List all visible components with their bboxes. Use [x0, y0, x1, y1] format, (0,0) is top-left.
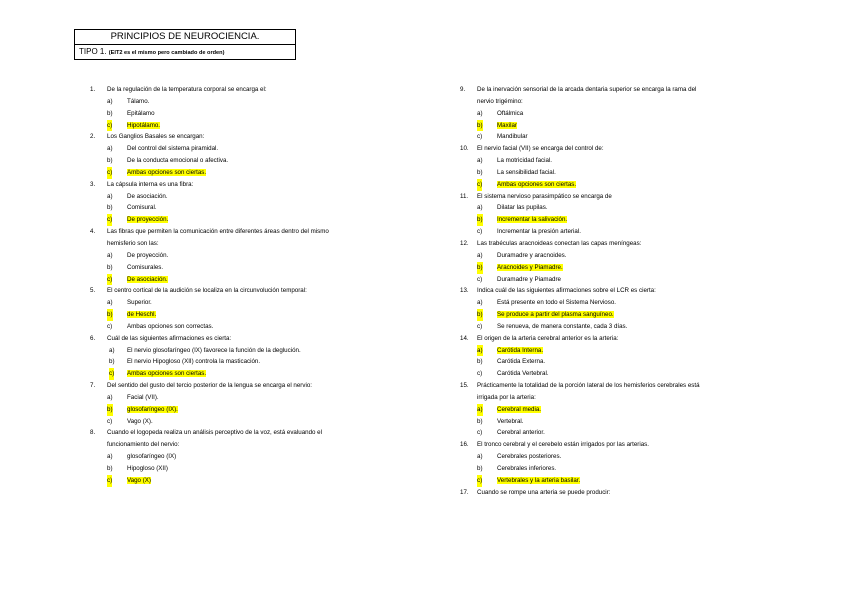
- option-text: Carótida Vertebral.: [497, 370, 549, 378]
- option-letter: a): [107, 192, 113, 200]
- option-text: Incrementar la presión arterial.: [497, 228, 581, 236]
- option-letter: a): [107, 453, 113, 461]
- option-letter: c): [107, 120, 112, 132]
- option-text: Vertebrales y la arteria basilar.: [497, 476, 581, 484]
- option-text: Duramadre y Piamadre: [497, 275, 561, 283]
- option-text: Cerebrales inferiores.: [497, 465, 557, 472]
- question-12: [460, 238, 790, 250]
- option-text: Aracnoides y Piamadre.: [497, 263, 563, 271]
- option-text: de Heschl.: [127, 311, 157, 319]
- question-number: 1.: [90, 86, 96, 93]
- tipo-note: (EIT2 es el mismo pero cambiado de orden): [108, 50, 225, 56]
- option-text: Dilatar las pupilas.: [497, 204, 548, 212]
- question-number: 17.: [460, 488, 469, 496]
- option-text: De proyección.: [127, 251, 169, 259]
- option-text: Duramadre y aracnoides.: [497, 251, 567, 259]
- option-text: El nervio glosofaríngeo (IX) favorece la función de la deglución.: [127, 346, 301, 354]
- answer-option: [460, 321, 790, 333]
- option-text: Se renueva, de manera constante, cada 3 días.: [497, 322, 628, 330]
- question-text: La cápsula interna es una fibra:: [107, 180, 194, 188]
- option-letter: b): [477, 417, 483, 425]
- subtitle: [75, 45, 295, 59]
- option-letter: a): [477, 157, 483, 165]
- question-10: [460, 143, 790, 155]
- option-letter: b): [477, 214, 483, 226]
- option-letter: b): [107, 204, 113, 212]
- answer-option-highlighted: [460, 214, 790, 226]
- question-text: Las trabéculas aracnoideas conectan las capas meníngeas:: [477, 239, 642, 247]
- answer-option: [460, 131, 790, 143]
- option-text: De asociación.: [127, 192, 168, 200]
- option-letter: c): [477, 475, 482, 487]
- option-letter: a): [477, 453, 483, 461]
- answer-option: [90, 451, 435, 463]
- answer-option-highlighted: [90, 368, 435, 380]
- header-box: [74, 29, 296, 60]
- question-number: 4.: [90, 228, 96, 236]
- answer-option-highlighted: [460, 262, 790, 274]
- answer-option: [460, 202, 790, 214]
- option-letter: c): [107, 274, 112, 286]
- question-number: 9.: [460, 86, 466, 93]
- option-letter: a): [477, 345, 483, 357]
- option-letter: a): [107, 299, 113, 307]
- answer-option-highlighted: [90, 475, 435, 487]
- option-letter: b): [477, 465, 483, 472]
- question-number: 11.: [460, 192, 469, 200]
- option-letter: c): [477, 179, 482, 191]
- answer-option: [460, 274, 790, 286]
- option-text: Tálamo.: [127, 97, 150, 105]
- question-2: [90, 131, 435, 143]
- option-text: Ambas opciones son correctas.: [127, 322, 214, 330]
- question-number: 16.: [460, 441, 469, 449]
- answer-option: [90, 262, 435, 274]
- question-9: [460, 84, 790, 108]
- question-text: De la regulación de la temperatura corporal se encarga el:: [107, 86, 267, 93]
- option-letter: c): [107, 167, 112, 179]
- option-text: La motricidad facial.: [497, 157, 553, 165]
- option-letter: b): [107, 263, 113, 271]
- question-3: [90, 179, 435, 191]
- answer-option: [90, 202, 435, 214]
- right-column: [460, 84, 790, 499]
- option-letter: a): [109, 346, 115, 354]
- question-text: Prácticamente la totalidad de la porción lateral de los hemisferios cerebrales está irrigada por la arteria:: [477, 382, 700, 401]
- option-letter: c): [107, 214, 112, 226]
- question-text: El tronco cerebral y el cerebelo están irrigados por las arterias.: [477, 441, 649, 449]
- question-number: 6.: [90, 334, 96, 342]
- option-text: Hipogloso (XII): [127, 465, 168, 472]
- option-letter: a): [477, 109, 483, 117]
- question-13: [460, 285, 790, 297]
- question-4: [90, 226, 435, 250]
- answer-option: [90, 356, 435, 368]
- question-text: El centro cortical de la audición se localiza en la circunvolución temporal:: [107, 287, 307, 295]
- option-text: Ambas opciones son ciertas.: [127, 370, 207, 378]
- question-text: Cuando se rompe una arteria se puede producir:: [477, 488, 611, 496]
- answer-option: [90, 155, 435, 167]
- option-letter: a): [107, 393, 113, 401]
- question-number: 2.: [90, 133, 96, 141]
- question-text: De la inervación sensorial de la arcada dentaria superior se encarga la rama del nervio trigémino:: [477, 86, 697, 105]
- option-letter: b): [107, 465, 113, 472]
- answer-option: [90, 321, 435, 333]
- option-text: Mandibular: [497, 133, 528, 141]
- answer-option-highlighted: [90, 120, 435, 132]
- answer-option: [460, 250, 790, 262]
- question-number: 7.: [90, 382, 96, 390]
- answer-option-highlighted: [460, 404, 790, 416]
- answer-option: [460, 155, 790, 167]
- answer-option: [460, 167, 790, 179]
- option-letter: c): [477, 133, 483, 141]
- option-text: Se produce a partir del plasma sanguíneo.: [497, 311, 614, 319]
- question-8: [90, 427, 435, 451]
- answer-option: [90, 297, 435, 309]
- option-letter: c): [477, 322, 483, 330]
- option-text: Carótida Externa.: [497, 358, 546, 366]
- answer-option: [90, 143, 435, 155]
- option-text: Oftálmica: [497, 109, 524, 117]
- question-15: [460, 380, 790, 404]
- question-text: Cuál de las siguientes afirmaciones es cierta:: [107, 334, 232, 342]
- option-text: De asociación.: [127, 275, 168, 283]
- answer-option-highlighted: [460, 120, 790, 132]
- option-letter: c): [107, 417, 113, 425]
- option-text: Ambas opciones son ciertas.: [497, 180, 577, 188]
- question-text: Indica cuál de las siguientes afirmaciones sobre el LCR es cierta:: [477, 287, 656, 295]
- option-text: El nervio Hipogloso (XII) controla la masticación.: [127, 358, 261, 366]
- question-number: 13.: [460, 287, 469, 295]
- option-letter: c): [477, 429, 483, 437]
- option-text: Del control del sistema piramidal.: [127, 145, 219, 153]
- question-text: El origen de la arteria cerebral anterior es la arteria:: [477, 334, 619, 342]
- option-letter: a): [107, 145, 113, 153]
- option-text: Maxilar: [497, 121, 517, 129]
- option-letter: c): [477, 370, 483, 378]
- option-letter: c): [107, 322, 113, 330]
- question-text: Cuando el logopeda realiza un análisis perceptivo de la voz, está evaluando el funcionamiento del nervio:: [107, 429, 322, 449]
- answer-option-highlighted: [460, 309, 790, 321]
- answer-option-highlighted: [460, 345, 790, 357]
- option-letter: b): [107, 109, 113, 117]
- left-column: [90, 84, 435, 487]
- option-text: Cerebrales posteriores.: [497, 453, 562, 461]
- answer-option: [90, 108, 435, 120]
- answer-option: [90, 392, 435, 404]
- question-text: El sistema nervioso parasimpático se encarga de: [477, 192, 612, 200]
- answer-option: [90, 191, 435, 203]
- option-letter: b): [477, 358, 483, 366]
- option-letter: b): [477, 168, 483, 176]
- option-letter: b): [107, 157, 113, 165]
- option-text: Vertebral.: [497, 417, 524, 425]
- question-16: [460, 439, 790, 451]
- option-letter: b): [477, 309, 483, 321]
- answer-option-highlighted: [90, 404, 435, 416]
- question-5: [90, 285, 435, 297]
- answer-option-highlighted: [90, 274, 435, 286]
- question-number: 5.: [90, 287, 96, 295]
- answer-option: [90, 96, 435, 108]
- answer-option: [460, 226, 790, 238]
- question-number: 14.: [460, 334, 469, 342]
- option-text: De la conducta emocional o afectiva.: [127, 157, 229, 165]
- question-6: [90, 333, 435, 345]
- answer-option: [90, 416, 435, 428]
- option-text: Cerebral anterior.: [497, 429, 545, 437]
- option-text: Hipotálamo.: [127, 121, 161, 129]
- option-text: Incrementar la salivación.: [497, 216, 568, 224]
- answer-option: [460, 356, 790, 368]
- option-letter: a): [107, 97, 113, 105]
- answer-option: [460, 427, 790, 439]
- option-text: glosofaríngeo (IX): [127, 453, 177, 461]
- option-text: Comisural.: [127, 204, 157, 212]
- question-1: [90, 84, 435, 96]
- option-text: Superior.: [127, 299, 152, 307]
- question-17: [460, 487, 790, 499]
- option-text: Epitálamo: [127, 109, 155, 117]
- answer-option-highlighted: [90, 214, 435, 226]
- option-letter: b): [107, 404, 113, 416]
- answer-option: [460, 463, 790, 475]
- answer-option: [90, 250, 435, 262]
- answer-option-highlighted: [90, 309, 435, 321]
- answer-option: [90, 463, 435, 475]
- question-number: 15.: [460, 382, 469, 390]
- option-letter: a): [477, 299, 483, 307]
- option-letter: a): [477, 204, 483, 212]
- option-text: De proyección.: [127, 216, 169, 224]
- option-letter: b): [477, 262, 483, 274]
- option-text: La sensibilidad facial.: [497, 168, 556, 176]
- option-letter: c): [477, 275, 483, 283]
- document-title: PRINCIPIOS DE NEUROCIENCIA.: [75, 30, 295, 45]
- option-letter: a): [107, 251, 113, 259]
- option-letter: b): [107, 309, 113, 321]
- answer-option: [460, 297, 790, 309]
- question-11: [460, 191, 790, 203]
- option-text: Facial (VII).: [127, 393, 159, 401]
- option-text: Ambas opciones son ciertas.: [127, 168, 207, 176]
- option-text: Carótida Interna.: [497, 346, 544, 354]
- question-number: 3.: [90, 180, 96, 188]
- question-text: Del sentido del gusto del tercio posterior de la lengua se encarga el nervio:: [107, 382, 313, 390]
- answer-option-highlighted: [460, 179, 790, 191]
- answer-option-highlighted: [460, 475, 790, 487]
- option-text: Vago (X): [127, 476, 151, 484]
- question-7: [90, 380, 435, 392]
- option-text: Vago (X).: [127, 417, 153, 425]
- answer-option: [460, 108, 790, 120]
- option-text: glosofaríngeo (IX).: [127, 405, 178, 413]
- answer-option-highlighted: [90, 167, 435, 179]
- option-text: Cerebral media.: [497, 405, 542, 413]
- option-letter: b): [109, 358, 115, 366]
- option-text: Está presente en todo el Sistema Nervioso.: [497, 299, 617, 307]
- option-letter: c): [477, 228, 483, 236]
- answer-option: [460, 451, 790, 463]
- answer-option: [460, 368, 790, 380]
- option-letter: b): [477, 120, 483, 132]
- option-letter: c): [107, 475, 112, 487]
- question-text: Los Ganglios Basales se encargan:: [107, 133, 205, 141]
- answer-option: [460, 416, 790, 428]
- question-number: 8.: [90, 429, 96, 437]
- question-text: El nervio facial (VII) se encarga del control de:: [477, 145, 604, 153]
- answer-option: [90, 345, 435, 357]
- option-text: Comisurales.: [127, 263, 164, 271]
- question-text: Las fibras que permiten la comunicación entre diferentes áreas dentro del mismo hemisferio son las:: [107, 228, 329, 247]
- option-letter: a): [477, 251, 483, 259]
- option-letter: a): [477, 404, 483, 416]
- question-number: 12.: [460, 239, 469, 247]
- option-letter: c): [109, 368, 114, 380]
- question-14: [460, 333, 790, 345]
- tipo-label: TIPO 1.: [79, 47, 107, 56]
- question-number: 10.: [460, 145, 469, 153]
